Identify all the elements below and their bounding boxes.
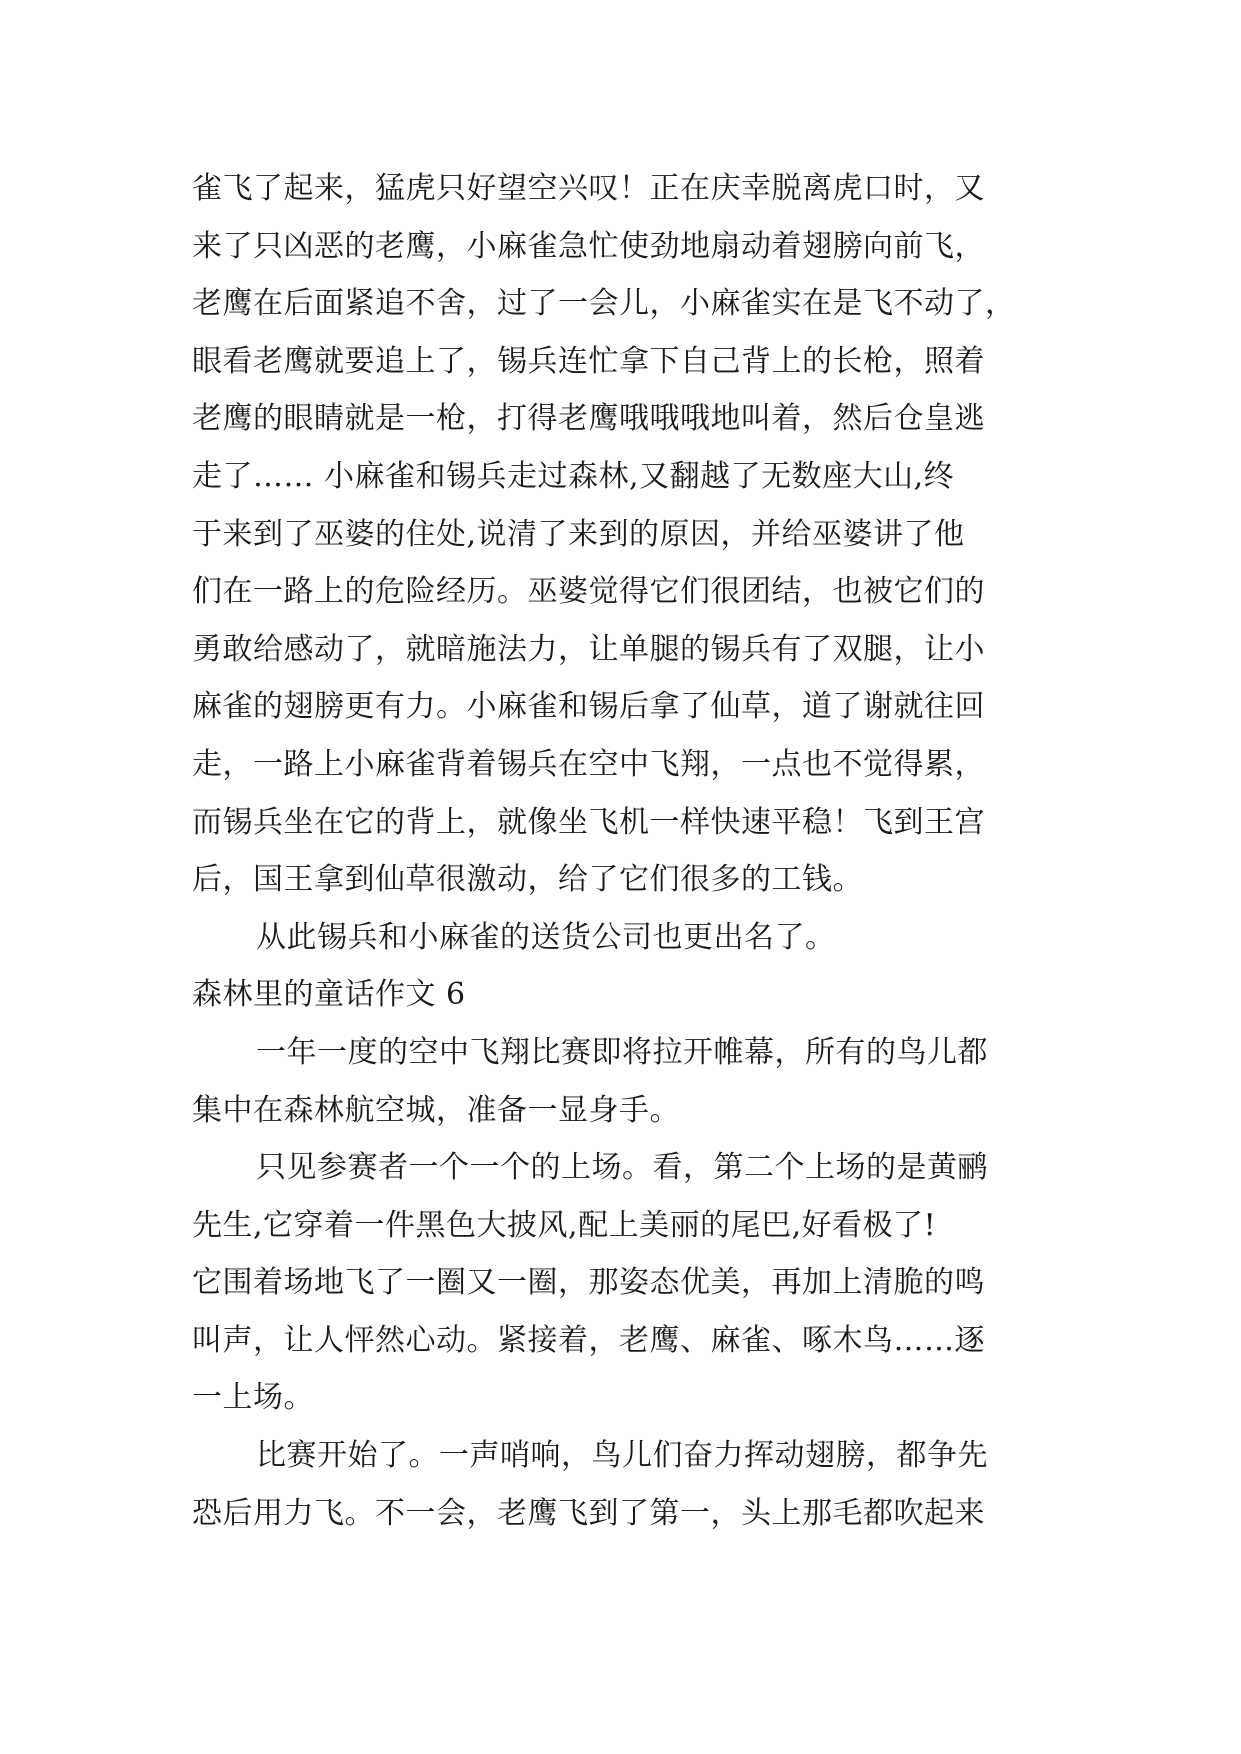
text-line: 眼看老鹰就要追上了，锡兵连忙拿下自己背上的长枪，照着: [192, 343, 985, 379]
text-line: 雀飞了起来，猛虎只好望空兴叹！正在庆幸脱离虎口时，又: [192, 171, 985, 206]
text-line: 而锡兵坐在它的背上，就像坐飞机一样快速平稳！飞到王宫: [192, 804, 985, 840]
text-line: 集中在森林航空城，准备一显身手。: [192, 1092, 680, 1128]
paragraph-1: [192, 1024, 1072, 1139]
text-line: 恐后用力飞。不一会，老鹰飞到了第一，头上那毛都吹起来: [192, 1495, 985, 1531]
text-line: 叫声，让人怦然心动。紧接着，老鹰、麻雀、啄木鸟……逐: [192, 1322, 985, 1358]
text-line: 走，一路上小麻雀背着锡兵在空中飞翔，一点也不觉得累，: [192, 746, 985, 782]
text-line: 于来到了巫婆的住处,说清了来到的原因，并给巫婆讲了他: [192, 516, 965, 552]
text-line: 们在一路上的危险经历。巫婆觉得它们很团结，也被它们的: [192, 574, 985, 610]
text-line: 来了只凶恶的老鹰，小麻雀急忙使劲地扇动着翅膀向前飞，: [192, 228, 985, 264]
closing-paragraph: [192, 909, 1072, 967]
text-line: 后，国王拿到仙草很激动，给了它们很多的工钱。: [192, 862, 863, 898]
paragraph-3: [192, 1427, 1072, 1542]
text-line: 从此锡兵和小麻雀的送货公司也更出名了。: [256, 919, 836, 955]
text-line: 走了…… 小麻雀和锡兵走过森林,又翻越了无数座大山,终: [192, 458, 955, 494]
section-heading: 森林里的童话作文 6: [192, 977, 466, 1013]
text-line: 老鹰的眼睛就是一枪，打得老鹰哦哦哦地叫着，然后仓皇逃: [192, 401, 985, 437]
text-line: 它围着场地飞了一圈又一圈，那姿态优美，再加上清脆的鸣: [192, 1265, 985, 1301]
text-line: 一上场。: [192, 1380, 314, 1416]
continuation-paragraph: [192, 160, 1072, 909]
text-line: 老鹰在后面紧追不舍，过了一会儿，小麻雀实在是飞不动了，: [192, 286, 1016, 322]
text-line: 先生,它穿着一件黑色大披风,配上美丽的尾巴,好看极了!: [192, 1207, 937, 1243]
paragraph-2: [192, 1139, 1072, 1427]
text-line: 勇敢给感动了，就暗施法力，让单腿的锡兵有了双腿，让小: [192, 631, 985, 667]
document-body: [192, 160, 1072, 1542]
text-line: 比赛开始了。一声哨响，鸟儿们奋力挥动翅膀，都争先: [256, 1438, 988, 1474]
text-line: 一年一度的空中飞翔比赛即将拉开帷幕，所有的鸟儿都: [256, 1034, 988, 1070]
text-line: 只见参赛者一个一个的上场。看，第二个上场的是黄鹂: [256, 1150, 988, 1186]
text-line: 麻雀的翅膀更有力。小麻雀和锡后拿了仙草，道了谢就往回: [192, 689, 985, 725]
